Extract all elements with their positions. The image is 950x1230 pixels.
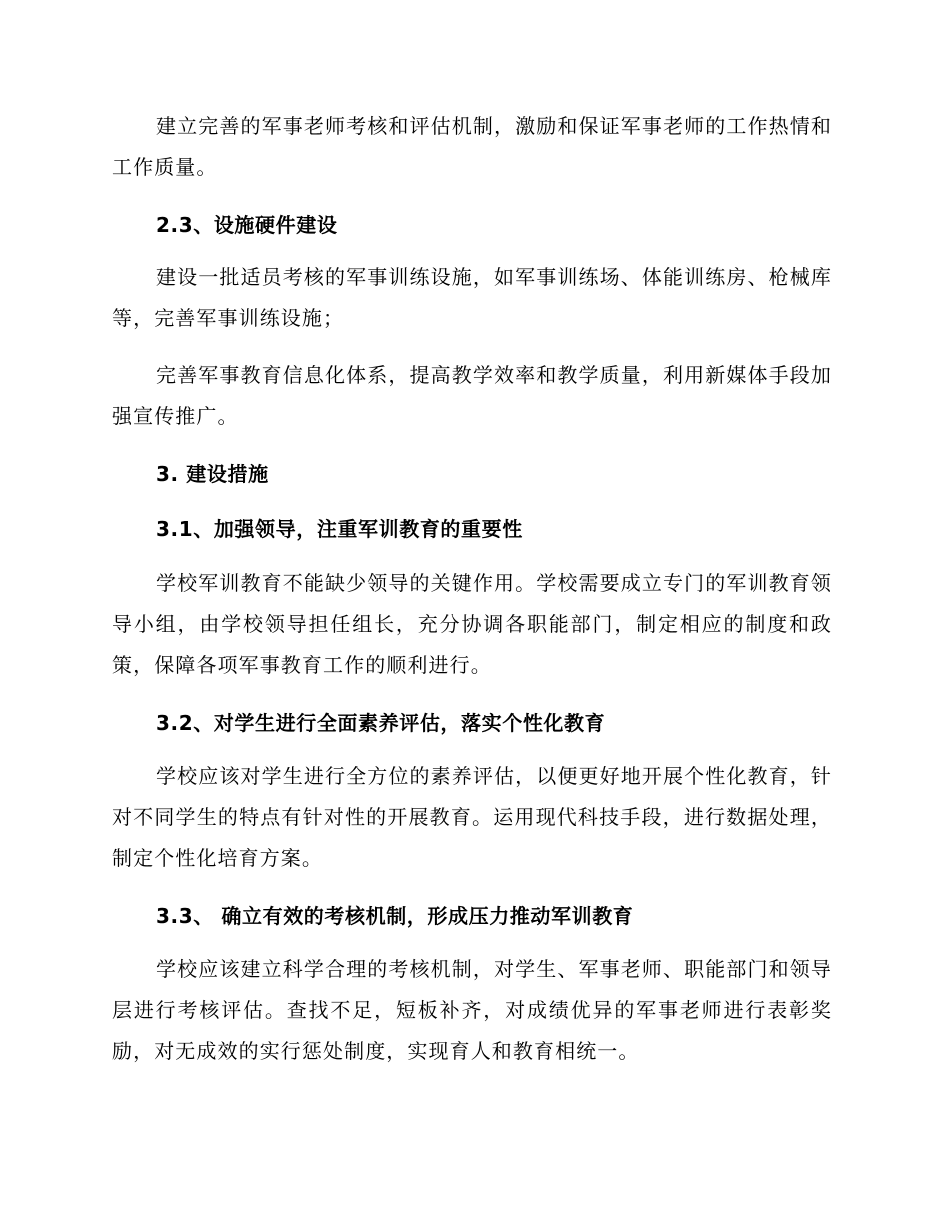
paragraph-teacher-evaluation: 建立完善的军事老师考核和评估机制，激励和保证军事老师的工作热情和工作质量。	[112, 114, 832, 179]
paragraph-examination: 学校应该建立科学合理的考核机制，对学生、军事老师、职能部门和领导层进行考核评估。查找不足，短板补齐，对成绩优异的军事老师进行表彰奖励，对无成效的实行惩处制度，实现育人和教育相统一。	[112, 957, 832, 1063]
heading-3-1-leadership: 3.1、加强领导，注重军训教育的重要性	[156, 517, 523, 541]
paragraph-informatization: 完善军事教育信息化体系，提高教学效率和教学质量，利用新媒体手段加强宣传推广。	[112, 363, 832, 428]
paragraph-training-facilities: 建设一批适员考核的军事训练设施，如军事训练场、体能训练房、枪械库等，完善军事训练设施；	[112, 265, 832, 330]
paragraph-leadership: 学校军训教育不能缺少领导的关键作用。学校需要成立专门的军训教育领导小组，由学校领导担任组长，充分协调各职能部门，制定相应的制度和政策，保障各项军事教育工作的顺利进行。	[112, 571, 832, 677]
heading-3-3-examination: 3.3、 确立有效的考核机制，形成压力推动军训教育	[156, 904, 634, 928]
heading-3-2-assessment: 3.2、对学生进行全面素养评估，落实个性化教育	[156, 711, 606, 735]
heading-3-measures: 3. 建设措施	[156, 462, 269, 486]
heading-2-3-facilities: 2.3、设施硬件建设	[156, 213, 338, 237]
paragraph-assessment: 学校应该对学生进行全方位的素养评估，以便更好地开展个性化教育，针对不同学生的特点有针对性的开展教育。运用现代科技手段，进行数据处理，制定个性化培育方案。	[112, 764, 832, 870]
